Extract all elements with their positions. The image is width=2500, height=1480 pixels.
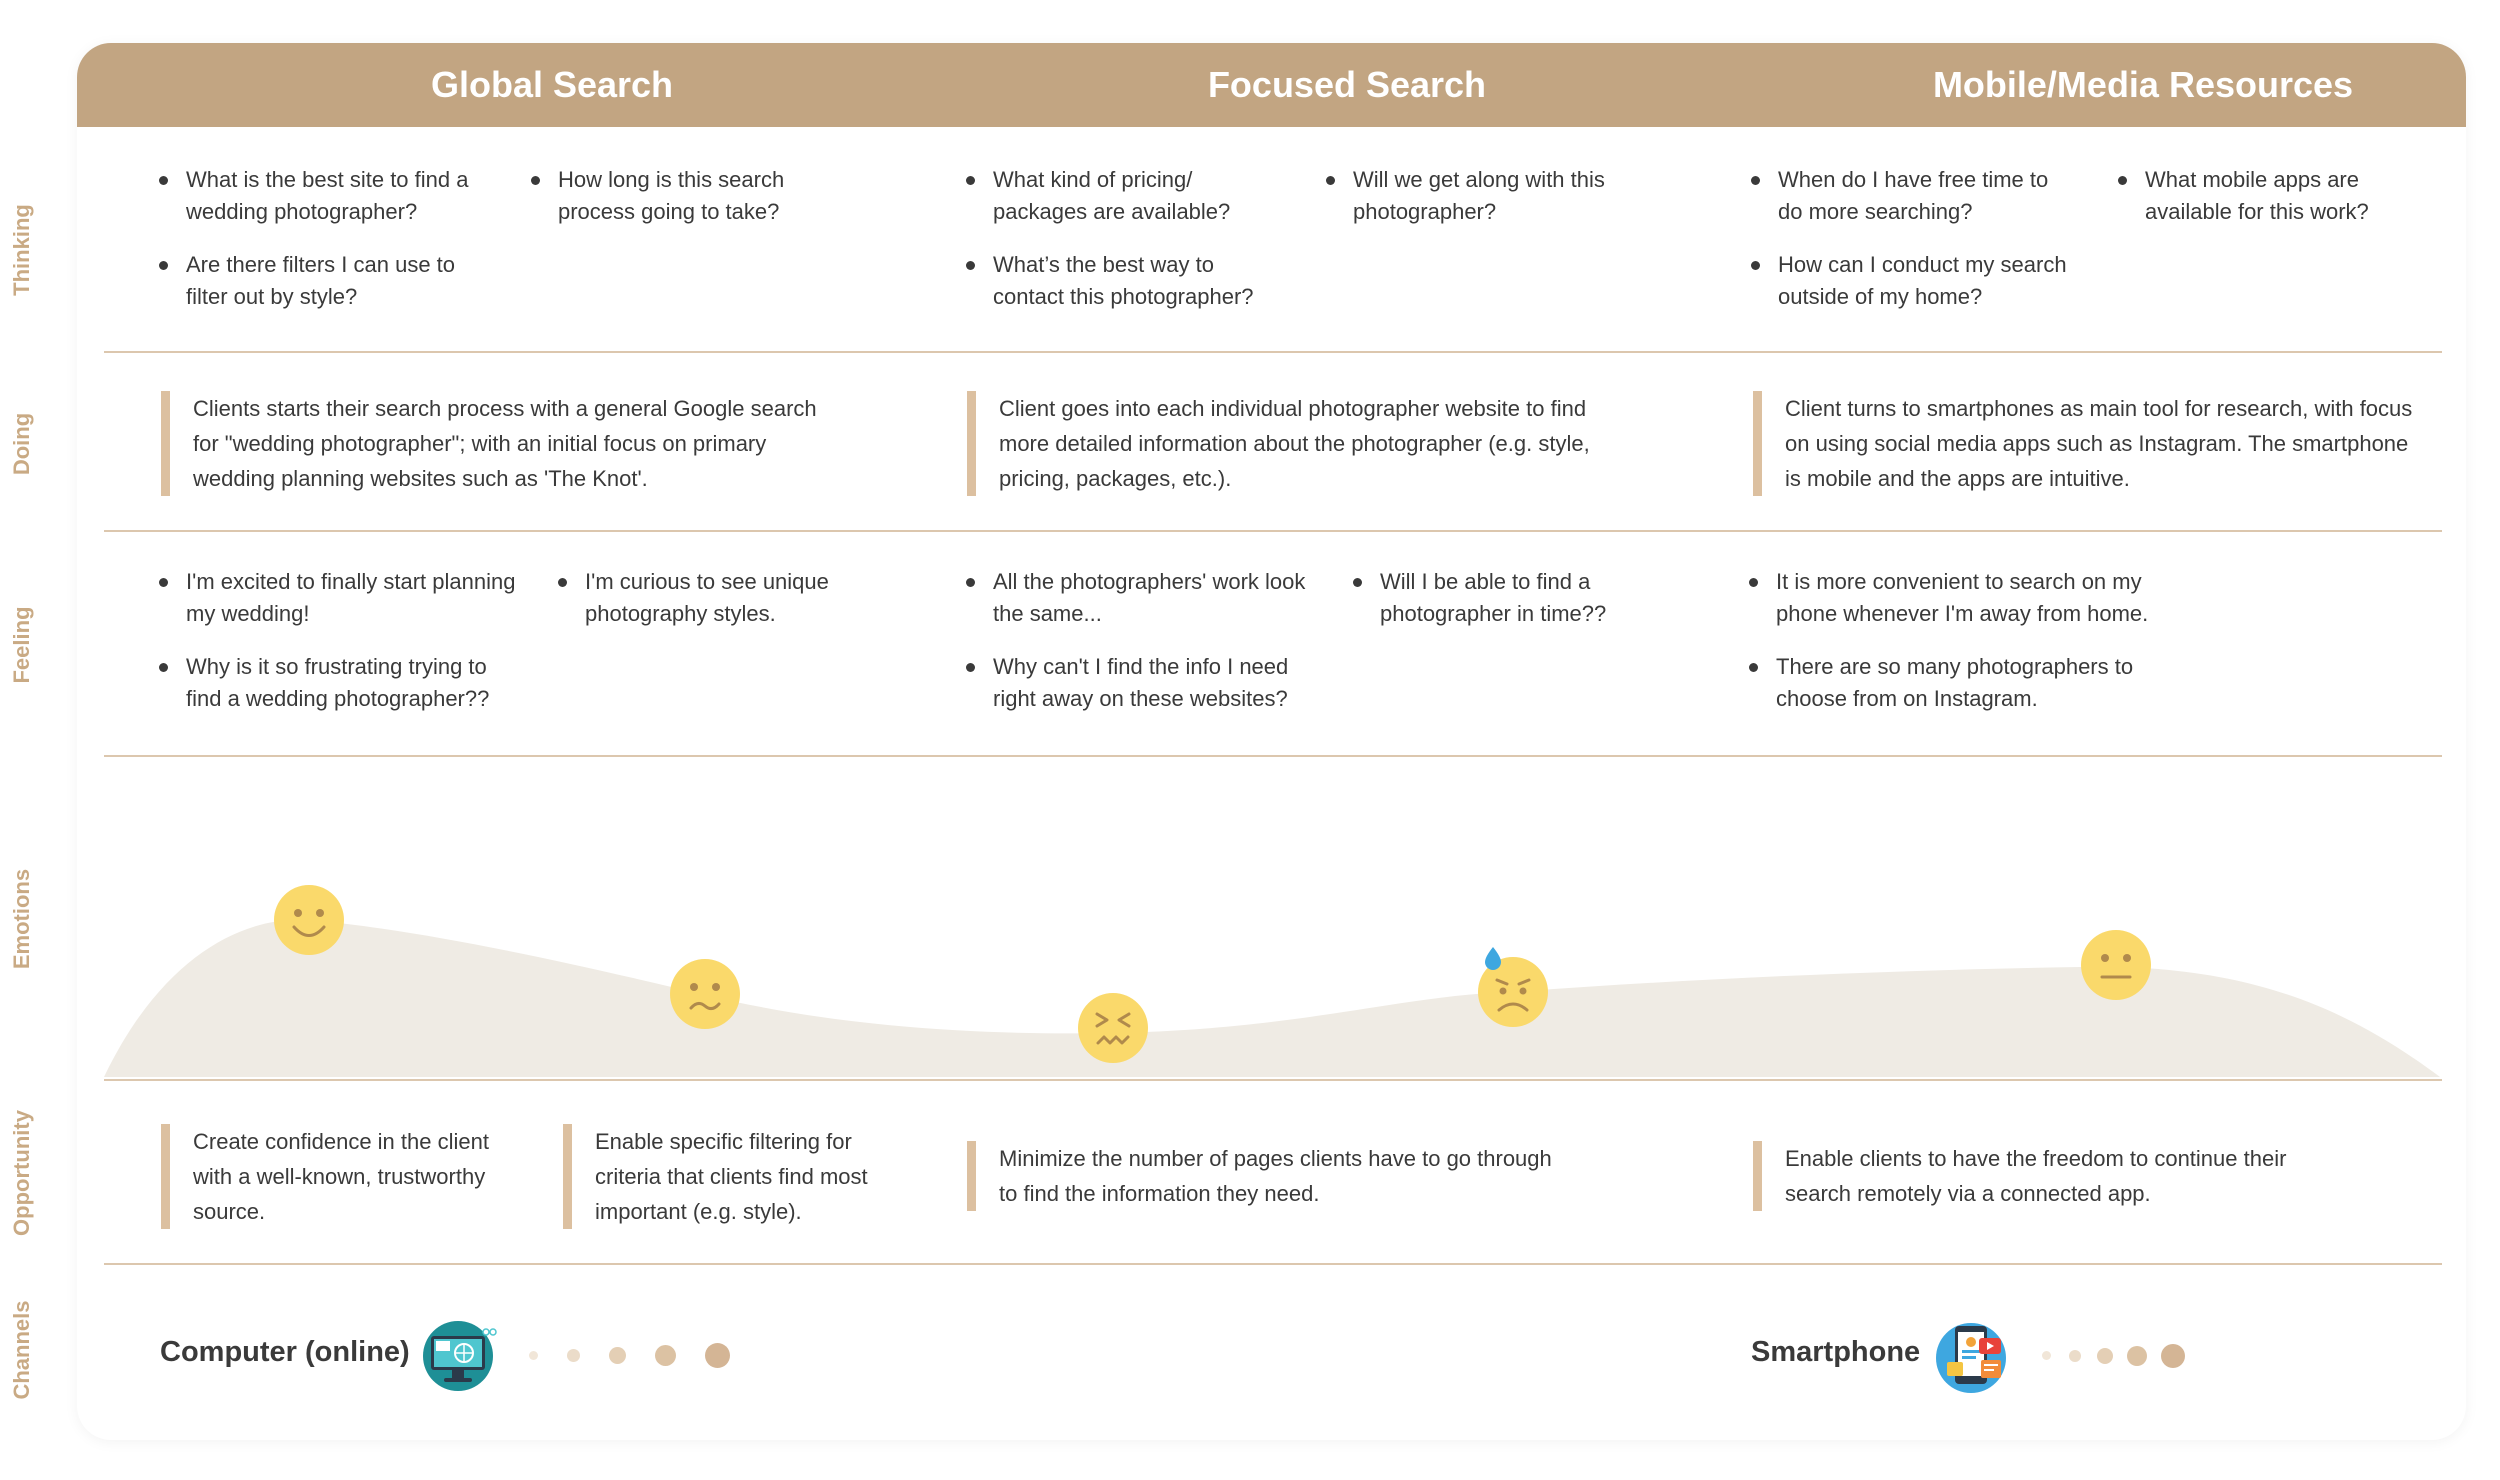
channel-dot (655, 1345, 676, 1366)
opportunity-mobile: Enable clients to have the freedom to continue their search remotely via a connected app. (1753, 1141, 2345, 1211)
list-item: What is the best site to find a wedding photographer? (159, 164, 499, 228)
list-item: Why is it so frustrating trying to find a wedding photographer?? (159, 651, 519, 715)
list-item: Will we get along with this photographer? (1326, 164, 1626, 228)
doing-mobile: Client turns to smartphones as main tool for research, with focus on using social media apps such as Instagram. The smartphone is mobile and the apps are intuitive. (1753, 391, 2425, 496)
channel-dot (529, 1351, 538, 1360)
list-item: How long is this search process going to take? (531, 164, 831, 228)
list-item: How can I conduct my search outside of my home? (1751, 249, 2071, 313)
neutral-emoji-icon (2081, 930, 2151, 1000)
frustrated-emoji-icon (1078, 993, 1148, 1063)
computer-icon (418, 1318, 498, 1394)
list-item: What kind of pricing/ packages are available? (966, 164, 1266, 228)
row-label-feeling: Feeling (9, 606, 34, 684)
phase-title-focused-search: Focused Search (1207, 64, 1487, 105)
channel-dot (2042, 1351, 2051, 1360)
channel-computer-label: Computer (online) (160, 1336, 410, 1368)
list-item: Are there filters I can use to filter out by style? (159, 249, 499, 313)
channel-dot (2161, 1344, 2185, 1368)
list-item: I'm excited to finally start planning my wedding! (159, 566, 519, 630)
doing-focused: Client goes into each individual photographer website to find more detailed information about the photographer (e.g. style, pricing, packages, etc.). (967, 391, 1639, 496)
phase-title-mobile-media: Mobile/Media Resources (1932, 64, 2354, 105)
worried-emoji-icon (1478, 947, 1548, 1027)
smartphone-icon (1933, 1316, 2013, 1396)
channel-dot (2069, 1350, 2081, 1362)
happy-emoji-icon (274, 885, 344, 955)
channel-smartphone-label: Smartphone (1751, 1336, 1921, 1368)
channel-dot (567, 1349, 580, 1362)
opportunity-focused: Minimize the number of pages clients have to go through to find the information they need. (967, 1141, 1559, 1211)
row-label-thinking: Thinking (9, 204, 34, 296)
doing-global: Clients starts their search process with a general Google search for "wedding photographer"; with an initial focus on primary wedding planning websites such as 'The Knot'. (161, 391, 843, 496)
list-item: When do I have free time to do more searching? (1751, 164, 2071, 228)
uneasy-emoji-icon (670, 959, 740, 1029)
list-item: What’s the best way to contact this photographer? (966, 249, 1266, 313)
channel-dot (609, 1347, 626, 1364)
channel-dot (2127, 1346, 2147, 1366)
list-item: I'm curious to see unique photography styles. (558, 566, 878, 630)
list-item: What mobile apps are available for this work? (2118, 164, 2428, 228)
row-label-emotions: Emotions (9, 868, 34, 969)
list-item: It is more convenient to search on my phone whenever I'm away from home. (1749, 566, 2179, 630)
channel-dot (2097, 1348, 2113, 1364)
list-item: All the photographers' work look the same... (966, 566, 1306, 630)
channel-dot (705, 1343, 730, 1368)
row-label-opportunity: Opportunity (9, 1109, 34, 1236)
list-item: There are so many photographers to choose from on Instagram. (1749, 651, 2179, 715)
list-item: Will I be able to find a photographer in time?? (1353, 566, 1653, 630)
list-item: Why can't I find the info I need right away on these websites? (966, 651, 1306, 715)
phase-title-global-search: Global Search (430, 64, 674, 105)
row-label-doing: Doing (9, 412, 34, 476)
opportunity-global-2: Enable specific filtering for criteria that clients find most important (e.g. style). (563, 1124, 915, 1229)
opportunity-global-1: Create confidence in the client with a well-known, trustworthy source. (161, 1124, 493, 1229)
row-label-channels: Channels (9, 1300, 34, 1400)
